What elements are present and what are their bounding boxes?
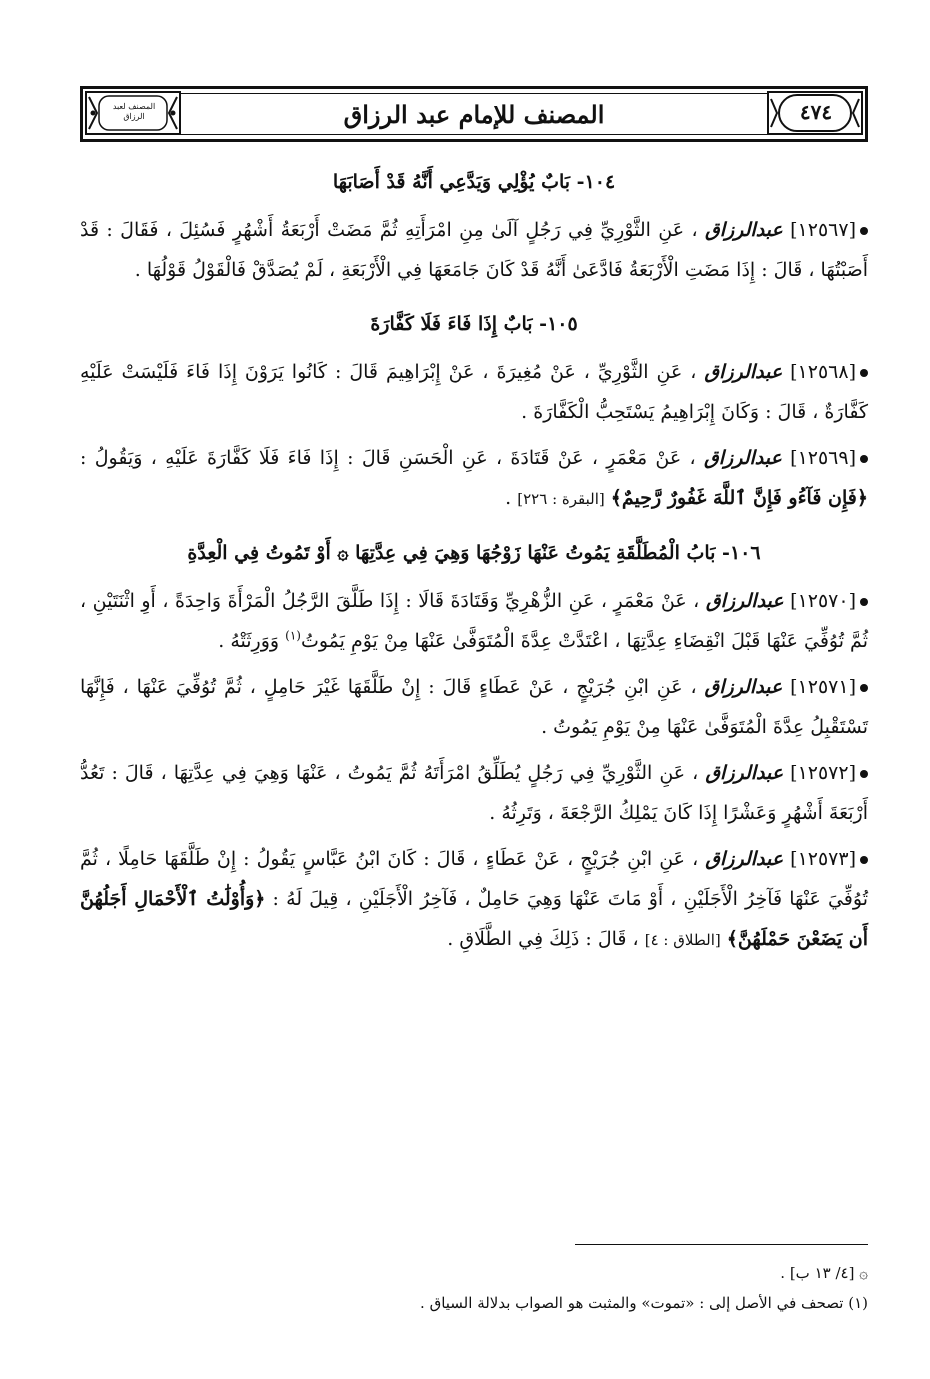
footnote-marker: (١) <box>285 628 301 643</box>
bullet-icon <box>860 856 868 864</box>
hadith-number: [١٢٥٧٢] <box>790 762 857 784</box>
hadith-text: ، عَنْ مَعْمَرٍ ، عَنْ قَتَادَةَ ، عَنِ الْحَسَنِ قَالَ : إِذَا فَاءَ فَلَا كَفَّارَةَ عَلَيْهِ ، وَيَقُولُ : <box>80 447 696 469</box>
hadith-number: [١٢٥٦٧] <box>790 219 856 241</box>
running-header <box>80 86 868 142</box>
hadith-text: ، عَنْ مَعْمَرٍ ، عَنِ الزُّهْرِيِّ وَقَتَادَةَ قَالَا : إِذَا طَلَّقَ الرَّجُلُ الْمَرْأَةَ وَاحِدَةً ، أَوِ اثْنَتَيْنِ ، ثُمَّ تُوُفِّيَ عَنْهَا قَبْلَ انْقِضَاءِ عِدَّتِهَا ، اعْتَدَّتْ عِدَّةَ الْمُتَوَفَّىٰ عَنْهَا مِنْ يَوْمِ يَمُوتُ <box>80 590 868 652</box>
narrator-name: عبدالرزاق <box>704 676 783 698</box>
footnote-divider <box>575 1244 868 1245</box>
bullet-icon <box>860 369 868 377</box>
hadith-entry <box>80 753 868 833</box>
hadith-entry <box>80 839 868 960</box>
book-seal: المصنف لعبد الرزاق <box>112 102 156 121</box>
narrator-name: عبدالرزاق <box>704 361 783 383</box>
hadith-entry <box>80 438 868 519</box>
chapter-heading: ١٠٤- بَابٌ يُؤْلِي وَيَدَّعِي أَنَّهُ قَدْ أَصَابَهَا <box>332 171 616 193</box>
hadith-text: ، عَنِ ابْنِ جُرَيْجٍ ، عَنْ عَطَاءٍ قَالَ : إِنْ طَلَّقَهَا غَيْرَ حَامِلٍ ، ثُمَّ تُوُفِّيَ عَنْهَا ، فَإِنَّهَا تَسْتَقْبِلُ عِدَّةَ الْمُتَوَفَّىٰ عَنْهَا مِنْ يَوْمِ يَمُوتُ . <box>80 676 868 738</box>
bullet-icon <box>860 598 868 606</box>
hadith-number: [١٢٥٦٩] <box>790 447 857 469</box>
hadith-tail: ، قَالَ : ذَلِكَ فِي الطَّلَاقِ . <box>447 928 639 950</box>
bullet-icon <box>860 227 868 235</box>
narrator-name: عبدالرزاق <box>705 590 784 612</box>
hadith-text: ، عَنِ الثَّوْرِيِّ ، عَنْ مُغِيرَةَ ، عَنْ إِبْرَاهِيمَ قَالَ : كَانُوا يَرَوْنَ إِذَا فَاءَ فَلَيْسَتْ عَلَيْهِ كَفَّارَةٌ ، قَالَ : وَكَانَ إِبْرَاهِيمُ يَسْتَحِبُّ الْكَفَّارَةَ . <box>80 361 868 423</box>
hadith-text: ، عَنِ الثَّوْرِيِّ فِي رَجُلٍ يُطَلِّقُ امْرَأَتَهُ ثُمَّ يَمُوتُ ، عَنْهَا وَهِيَ فِي عِدَّتِهَا ، قَالَ : تَعُدُّ أَرْبَعَةَ أَشْهُرٍ وَعَشْرًا إِذَا كَانَ يَمْلِكُ الرَّجْعَةَ ، وَتَرِثُهُ . <box>80 762 868 824</box>
verse-reference: [الطلاق : ٤] <box>644 931 721 949</box>
hadith-tail: . <box>505 487 512 509</box>
hadith-tail: وَوَرِثَتْهُ . <box>218 630 280 652</box>
verse-reference: [البقرة : ٢٢٦] <box>517 490 605 508</box>
page-body <box>80 160 868 966</box>
hadith-entry <box>80 352 868 432</box>
hadith-text: ، عَنِ ابْنِ جُرَيْجٍ ، عَنْ عَطَاءٍ ، قَالَ : كَانَ ابْنُ عَبَّاسٍ يَقُولُ : إِنْ طَلَّقَهَا حَامِلًا ، ثُمَّ تُوُفِّيَ عَنْهَا فَآخِرُ الْأَجَلَيْنِ ، أَوْ مَاتَ عَنْهَا وَهِيَ حَامِلٌ ، فَآخِرُ الْأَجَلَيْنِ ، قِيلَ لَهُ : <box>80 848 868 910</box>
hadith-entry <box>80 667 868 747</box>
hadith-entry <box>80 210 868 290</box>
page-title: المصنف للإمام عبد الرزاق <box>343 99 605 129</box>
narrator-name: عبدالرزاق <box>704 447 782 469</box>
narrator-name: عبدالرزاق <box>705 762 784 784</box>
quran-verse: ﴿وَأُوْلَٰتُ ٱلْأَحْمَالِ أَجَلُهُنَّ أَن يَضَعْنَ حَمْلَهُنَّ﴾ <box>80 888 868 950</box>
narrator-name: عبدالرزاق <box>705 848 784 870</box>
bullet-icon <box>860 770 868 778</box>
page-number: ٤٧٤ <box>799 100 833 124</box>
narrator-name: عبدالرزاق <box>704 219 783 241</box>
hadith-number: [١٢٥٧٣] <box>790 848 857 870</box>
hadith-text: ، عَنِ الثَّوْرِيِّ فِي رَجُلٍ آلَىٰ مِنِ امْرَأَتِهِ ثُمَّ مَضَتْ أَرْبَعَةُ أَشْهُرٍ فَسُئِلَ ، فَقَالَ : قَدْ أَصَبْتُهَا ، قَالَ : إِذَا مَضَتِ الْأَرْبَعَةُ فَادَّعَىٰ أَنَّهُ قَدْ كَانَ جَامَعَهَا فِي الْأَرْبَعَةِ ، لَمْ يُصَدَّقْ فَالْقَوْلُ قَوْلُهَا . <box>80 219 868 281</box>
footnotes <box>80 1258 868 1318</box>
hadith-number: [١٢٥٧١] <box>790 676 856 698</box>
bullet-icon <box>860 455 868 463</box>
chapter-heading: ١٠٥- بَابٌ إِذَا فَاءَ فَلَا كَفَّارَةَ <box>370 313 578 335</box>
hadith-entry <box>80 581 868 661</box>
hadith-number: [١٢٥٧٠] <box>790 590 857 612</box>
hadith-number: [١٢٥٦٨] <box>790 361 856 383</box>
chapter-heading: ١٠٦- بَابُ الْمُطَلَّقَةِ يَمُوتُ عَنْهَا زَوْجُهَا وَهِيَ فِي عِدَّتِهَا ۞ أَوْ تَمُوتُ فِي الْعِدَّةِ <box>187 542 761 564</box>
quran-verse: ﴿فَإِن فَآءُو فَإِنَّ ٱللَّهَ غَفُورٌ رَّحِيمٌ﴾ <box>610 487 868 509</box>
bullet-icon <box>860 684 868 692</box>
folio-note: ۞ [٤/ ١٣ ب] . <box>780 1264 868 1282</box>
footnote-1: (١) تصحف في الأصل إلى : «تموت» والمثبت هو الصواب بدلالة السياق . <box>420 1294 868 1312</box>
